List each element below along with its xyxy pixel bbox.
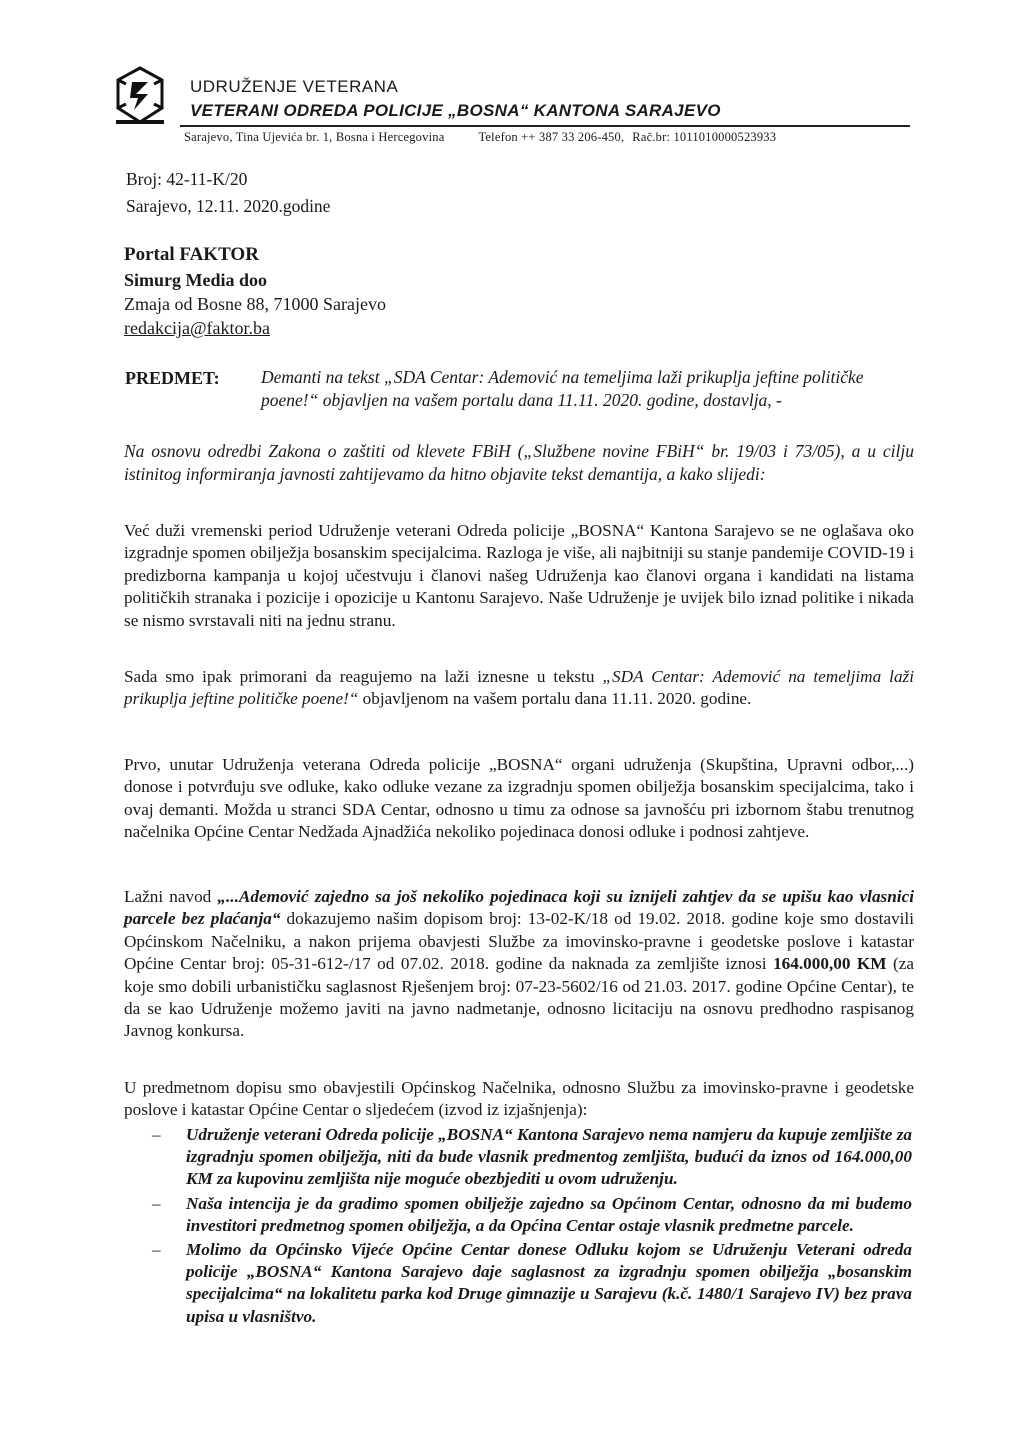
paragraph-2-text: Sada smo ipak primorani da reagujemo na laži iznesne u tekstu [124,667,603,686]
organization-logo [112,64,168,128]
organization-name: UDRUŽENJE VETERANA [190,77,399,96]
body-paragraph-1: Već duži vremenski period Udruženje veterani Odreda policije „BOSNA“ Kantona Sarajevo se ne oglašava oko izgradnje spomen obilježja bosanskim specijalcima. Razloga je više, ali najbitniji su stanje pandemije COVID-19 i predizborna kampanja u kojoj učestvuju i članovi našeg Udruženja kao članovi organa i kandidati na listama političkih stranaka i pozicije i opozicije u Kantonu Sarajevo. Naše Udruženje je uvijek bilo iznad politike i nikada se nismo svrstavali niti na jednu stranu. [124,521,914,630]
subject-label: PREDMET: [125,368,220,388]
body-paragraph-5: U predmetnom dopisu smo obavjestili Općinskog Načelnika, odnosno Službu za imovinsko-pravne i geodetske poslove i katastar Općine Centar o sljedećem (izvod iz izjašnjenja): [124,1078,914,1120]
intro-paragraph: Na osnovu odredbi Zakona o zaštiti od klevete FBiH („Službene novine FBiH“ br. 19/03 i 73/05), a u cilju istinitog informiranja javnosti zahtijevamo da hitno objavite tekst demantija, a kako slijedi: [124,441,914,484]
list-item-text: Naša intencija je da gradimo spomen obilježje zajedno sa Općinom Centar, odnosno da mi budemo investitori predmetnog spomen obilježja, a da Općina Centar ostaje vlasnik predmetne parcele. [186,1193,912,1235]
bullet-dash: – [152,1125,161,1144]
bullet-dash: – [152,1240,161,1260]
organization-full-name: VETERANI ODREDA POLICIJE „BOSNA“ KANTONA SARAJEVO [190,101,721,120]
list-item-text: Udruženje veterani Odreda policije „BOSNA“ Kantona Sarajevo nema namjeru da kupuje zemljište za izgradnju spomen obilježja, niti da bude vlasnik predmentog zemljišta, budući da iznos od 164.000,00 KM za kupovinu zemljišta nije moguće obezbjediti u ovom udruženju. [186,1125,912,1189]
recipient-email[interactable]: redakcija@faktor.ba [124,318,271,338]
body-paragraph-4 [124,886,914,1043]
letterhead-contact [184,130,776,145]
recipient-portal: Portal FAKTOR [124,244,259,265]
paragraph-4-tail: (za koje smo dobili urbanističku saglasnost Rješenjem broj: 07-23-5602/16 od 21.03. 2017. godine Općine Centar), te da se kao Udruženje možemo javiti na javno nadmetanje, odnosno licitaciju na osnovu predhodno raspisanog Javnog konkursa. [124,954,914,1041]
statement-list [148,1124,912,1330]
paragraph-4-lead: Lažni navod [124,887,218,906]
list-item-text: Molimo da Općinsko Vijeće Općine Centar donese Odluku kojom se Udruženju Veterani odreda policije „BOSNA“ Kantona Sarajevo daje saglasnost za izgradnju spomen obilježja „bosanskim specijalcima“ na lokalitetu parka kod Druge gimnazije u Sarajevu (k.č. 1480/1 Sarajevo IV) bez prava upisa u vlasništvo. [186,1240,912,1326]
list-item [148,1239,912,1328]
subject-text: Demanti na tekst „SDA Centar: Ademović na temeljima laži prikuplja jeftine političke poene!“ objavljen na vašem portalu dana 11.11. 2020. godine, dostavlja, - [261,367,864,410]
land-fee-amount: 164.000,00 KM [773,954,887,974]
organization-address: Sarajevo, Tina Ujevića br. 1, Bosna i Hercegovina [184,130,445,144]
bullet-dash: – [152,1193,161,1213]
list-item [148,1193,912,1237]
body-paragraph-3: Prvo, unutar Udruženja veterana Odreda policije „BOSNA“ organi udruženja (Skupština, Upravni odbor,...) donose i potvrđuju sve odluke, kako odluke vezane za izgradnju spomen obilježja bosanskim specijalcima, tako i ovaj demanti. Možda u stranci SDA Centar, odnosno u timu za odnose sa javnošću pri izbornom štabu trenutnog načelnika Općine Centar Nedžada Ajnadžića nekoliko pojedinaca donosi odluke i podnosi zahtjeve. [124,755,914,842]
paragraph-4-body: dokazujemo našim dopisom broj: 13-02-K/18 od 19.02. 2018. godine koje smo dostavili Općinskom Načelniku, a nakon prijema obavjesti Službe za imovinsko-pravne i geodetske poslove i katastar Općine Centar broj: 05-31-612-/17 od 07.02. 2018. godine da naknada za zemljište iznosi [124,909,914,974]
paragraph-2-tail: objavljenom na vašem portalu dana 11.11. 2020. godine. [358,689,752,709]
false-claim-quote: „...Ademović zajedno sa još nekoliko pojedinaca koji su iznijeli zahtjev da se upišu kao vlasnici parcele bez plaćanja“ [124,887,914,929]
reference-number: Broj: 42-11-K/20 [126,169,248,189]
body-paragraph-2 [124,666,914,711]
quoted-article-title: „SDA Centar: Ademović na temeljima laži prikuplja jeftine političke poene!“ [124,667,915,709]
recipient-company: Simurg Media doo [124,270,268,290]
letterhead-divider [180,125,910,127]
letter-date: Sarajevo, 12.11. 2020.godine [126,196,331,216]
list-item [148,1124,912,1191]
organization-phone: Telefon ++ 387 33 206-450, [478,130,625,144]
recipient-address: Zmaja od Bosne 88, 71000 Sarajevo [124,294,386,314]
organization-account: Rač.br: 1011010000523933 [632,130,777,144]
